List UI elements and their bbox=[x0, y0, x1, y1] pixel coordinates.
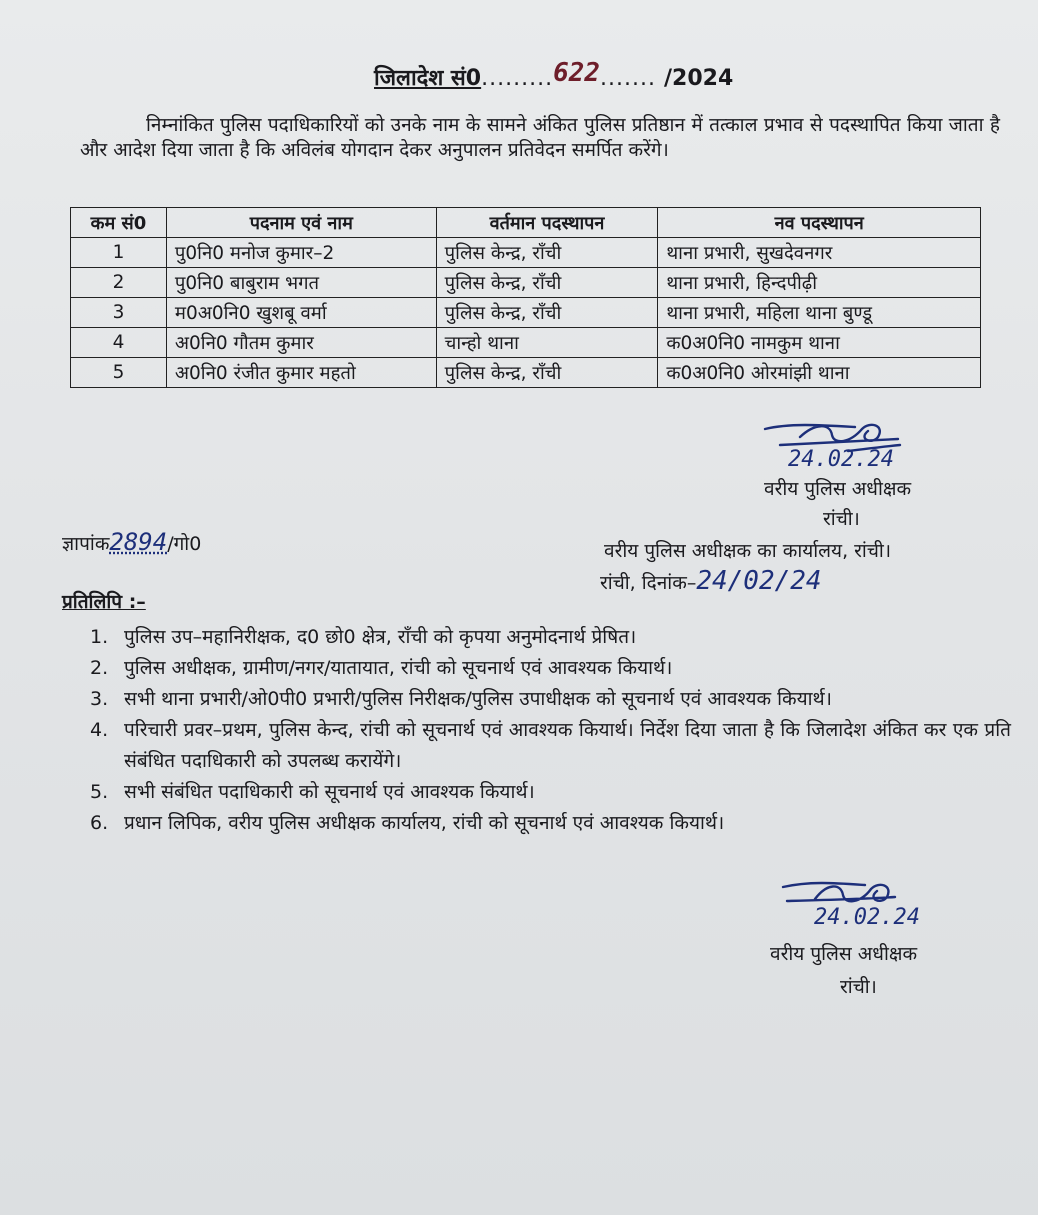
signature-1-title: वरीय पुलिस अधीक्षक bbox=[764, 478, 912, 500]
cell-new-posting: थाना प्रभारी, सुखदेवनगर bbox=[658, 238, 981, 268]
table-row bbox=[71, 358, 981, 388]
list-item-text: सभी संबंधित पदाधिकारी को सूचनार्थ एवं आवश्यक कियार्थ। bbox=[124, 781, 535, 803]
signature-1-date: 24.02.24 bbox=[788, 447, 894, 472]
cell-serial: 5 bbox=[71, 358, 167, 388]
cell-serial: 1 bbox=[71, 238, 167, 268]
list-item-number: 3. bbox=[90, 688, 109, 710]
cc-list bbox=[86, 622, 1011, 839]
list-item bbox=[86, 684, 1011, 715]
table-header-row bbox=[71, 208, 981, 238]
header-current-posting: वर्तमान पदस्थापन bbox=[436, 208, 658, 238]
cell-name: पु0नि0 बाबुराम भगत bbox=[166, 268, 436, 298]
office-date-line bbox=[600, 566, 822, 596]
office-name: वरीय पुलिस अधीक्षक का कार्यालय, रांची। bbox=[604, 540, 892, 562]
cell-name: अ0नि0 रंजीत कुमार महतो bbox=[166, 358, 436, 388]
list-item bbox=[86, 622, 1011, 653]
table-row bbox=[71, 328, 981, 358]
header-name: पदनाम एवं नाम bbox=[166, 208, 436, 238]
list-item-number: 4. bbox=[90, 719, 109, 741]
list-item-number: 5. bbox=[90, 781, 109, 803]
signature-2-title: वरीय पुलिस अधीक्षक bbox=[770, 943, 918, 965]
cell-current-posting: पुलिस केन्द्र, राँची bbox=[436, 238, 658, 268]
list-item-text: सभी थाना प्रभारी/ओ0पी0 प्रभारी/पुलिस निरीक्षक/पुलिस उपाधीक्षक को सूचनार्थ एवं आवश्यक कियार्थ। bbox=[124, 688, 832, 710]
list-item bbox=[86, 715, 1011, 777]
postings-table bbox=[70, 207, 981, 388]
signature-1-place: रांची। bbox=[823, 508, 860, 530]
order-dots: ......... bbox=[481, 66, 554, 91]
order-year: 2024 bbox=[672, 66, 734, 91]
order-prefix: जिलादेश सं0 bbox=[374, 66, 482, 91]
list-item bbox=[86, 808, 1011, 839]
signature-2-date: 24.02.24 bbox=[814, 905, 920, 930]
table-row bbox=[71, 268, 981, 298]
header-new-posting: नव पदस्थापन bbox=[658, 208, 981, 238]
list-item-text: परिचारी प्रवर–प्रथम, पुलिस केन्द, रांची को सूचनार्थ एवं आवश्यक कियार्थ। निर्देश दिया जाता है कि जिलादेश अंकित कर एक प्रति संबंधित पदाधिकारी को उपलब्ध करायेंगे। bbox=[124, 719, 1011, 772]
list-item-number: 2. bbox=[90, 657, 109, 679]
cell-current-posting: पुलिस केन्द्र, राँची bbox=[436, 298, 658, 328]
order-title: जिलादेश सं0.........622....... /2024 bbox=[374, 58, 734, 91]
table-row bbox=[71, 298, 981, 328]
list-item bbox=[86, 653, 1011, 684]
signature-2-place: रांची। bbox=[840, 976, 877, 998]
cell-new-posting: थाना प्रभारी, महिला थाना बुण्डू bbox=[658, 298, 981, 328]
table-row bbox=[71, 238, 981, 268]
cell-name: पु0नि0 मनोज कुमार–2 bbox=[166, 238, 436, 268]
memo-label: ज्ञापांक bbox=[62, 533, 110, 555]
cell-current-posting: पुलिस केन्द्र, राँची bbox=[436, 268, 658, 298]
cell-current-posting: पुलिस केन्द्र, राँची bbox=[436, 358, 658, 388]
cc-heading: प्रतिलिपि :– bbox=[62, 591, 146, 613]
cell-name: म0अ0नि0 खुशबू वर्मा bbox=[166, 298, 436, 328]
list-item-number: 1. bbox=[90, 626, 109, 648]
list-item-number: 6. bbox=[90, 812, 109, 834]
list-item-text: पुलिस उप–महानिरीक्षक, द0 छो0 क्षेत्र, राँची को कृपया अनुमोदनार्थ प्रेषित। bbox=[124, 626, 637, 648]
intro-paragraph: निम्नांकित पुलिस पदाधिकारियों को उनके नाम के सामने अंकित पुलिस प्रतिष्ठान में तत्काल प्रभाव से पदस्थापित किया जाता है और आदेश दिया जाता है कि अविलंब योगदान देकर अनुपालन प्रतिवेदन समर्पित करेंगे। bbox=[80, 114, 1000, 161]
list-item-text: प्रधान लिपिक, वरीय पुलिस अधीक्षक कार्यालय, रांची को सूचनार्थ एवं आवश्यक कियार्थ। bbox=[124, 812, 725, 834]
cell-new-posting: क0अ0नि0 ओरमांझी थाना bbox=[658, 358, 981, 388]
memo-number: 2894 bbox=[109, 528, 168, 556]
office-date: 24/02/24 bbox=[696, 566, 822, 596]
list-item bbox=[86, 777, 1011, 808]
cell-current-posting: चान्हो थाना bbox=[436, 328, 658, 358]
date-label: रांची, दिनांक– bbox=[600, 572, 697, 594]
memo-line bbox=[62, 528, 201, 556]
list-item-text: पुलिस अधीक्षक, ग्रामीण/नगर/यातायात, रांची को सूचनार्थ एवं आवश्यक कियार्थ। bbox=[124, 657, 673, 679]
cell-serial: 4 bbox=[71, 328, 167, 358]
order-number: 622 bbox=[553, 58, 601, 88]
header-serial: कम सं0 bbox=[71, 208, 167, 238]
cell-name: अ0नि0 गौतम कुमार bbox=[166, 328, 436, 358]
cell-serial: 3 bbox=[71, 298, 167, 328]
order-year-separator: / bbox=[664, 66, 673, 91]
cell-new-posting: थाना प्रभारी, हिन्दपीढ़ी bbox=[658, 268, 981, 298]
cell-new-posting: क0अ0नि0 नामकुम थाना bbox=[658, 328, 981, 358]
memo-suffix: /गो0 bbox=[167, 533, 202, 555]
cell-serial: 2 bbox=[71, 268, 167, 298]
